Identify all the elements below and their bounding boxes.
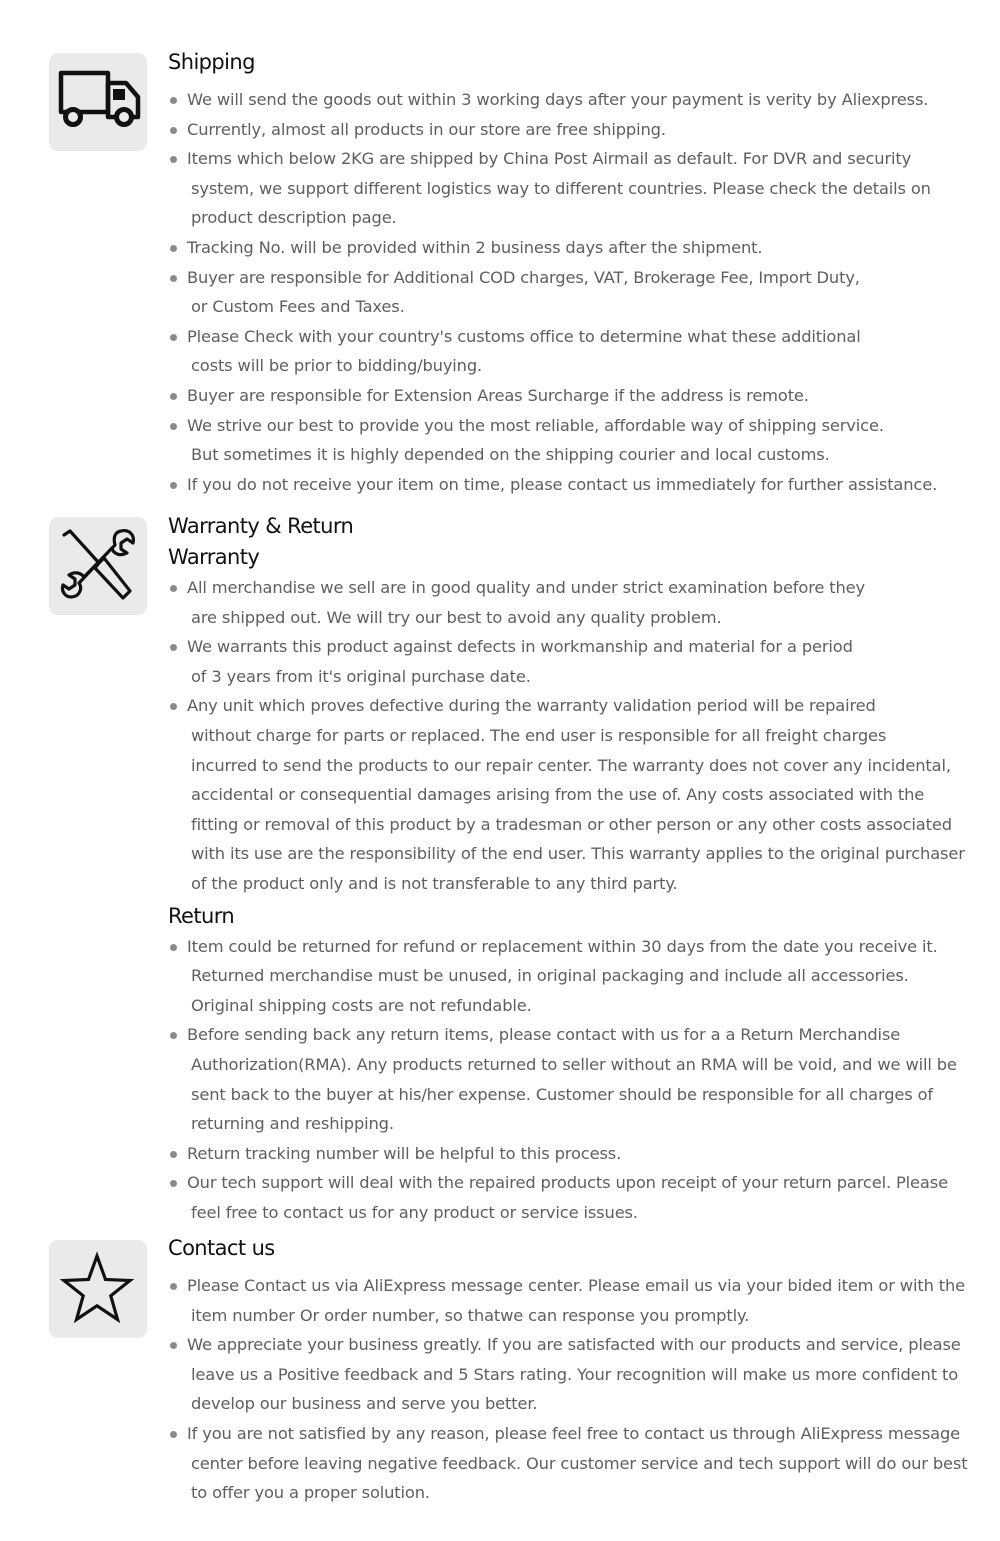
list-item (168, 233, 968, 263)
list-item-text: product description page. (191, 208, 397, 228)
list-item-text: Returned merchandise must be unused, in original packaging and include all accessories. (191, 966, 909, 986)
list-item-text: Buyer are responsible for Additional COD charges, VAT, Brokerage Fee, Import Duty, (187, 267, 860, 287)
list-item-text: fitting or removal of this product by a tradesman or other person or any other costs associated (191, 814, 952, 834)
return-list (168, 932, 968, 1228)
list-item-text: incurred to send the products to our repair center. The warranty does not cover any incidental, (191, 755, 951, 775)
contact-list (168, 1271, 968, 1508)
list-item (168, 1271, 968, 1330)
list-item (168, 932, 968, 1021)
list-item-text: to offer you a proper solution. (191, 1483, 430, 1503)
list-item-text: feel free to contact us for any product or service issues. (191, 1202, 638, 1222)
list-item-text: Before sending back any return items, please contact with us for a a Return Merchandise (187, 1025, 901, 1045)
shipping-list (168, 85, 968, 499)
list-item-text: center before leaving negative feedback. Our customer service and tech support will do our best (191, 1453, 968, 1473)
list-item-text: leave us a Positive feedback and 5 Stars rating. Your recognition will make us more confident to (191, 1364, 959, 1384)
tools-icon (49, 517, 147, 615)
list-item-text: All merchandise we sell are in good quality and under strict examination before they (187, 578, 866, 597)
contact-title: Contact us (168, 1236, 275, 1260)
list-item-text: Original shipping costs are not refundable. (191, 995, 532, 1015)
return-title: Return (168, 903, 235, 928)
list-item-text: If you are not satisfied by any reason, please feel free to contact us through AliExpress message (187, 1423, 961, 1443)
list-item (168, 322, 968, 381)
list-item (168, 573, 968, 632)
list-item (168, 85, 968, 115)
list-item (168, 144, 968, 233)
list-item-text: system, we support different logistics way to different countries. Please check the details on (191, 178, 931, 198)
list-item-text: Item could be returned for refund or replacement within 30 days from the date you receive it. (187, 936, 938, 956)
list-item-text: Please Check with your country's customs office to determine what these additional (187, 326, 861, 346)
list-item (168, 632, 968, 691)
list-item-text: Tracking No. will be provided within 2 business days after the shipment. (187, 237, 763, 257)
list-item-text: accidental or consequential damages arising from the use of. Any costs associated with the (191, 785, 925, 805)
list-item-text: Authorization(RMA). Any products returned to seller without an RMA will be void, and we will be (191, 1054, 957, 1074)
list-item-text: We appreciate your business greatly. If you are satisfacted with our products and service, please (187, 1335, 961, 1355)
list-item-text: with its use are the responsibility of the end user. This warranty applies to the original purchaser (191, 844, 965, 864)
list-item-text: We strive our best to provide you the most reliable, affordable way of shipping service. (187, 415, 884, 435)
list-item (168, 1419, 968, 1508)
list-item-text: without charge for parts or replaced. The end user is responsible for all freight charges (191, 725, 887, 745)
list-item-text: or Custom Fees and Taxes. (191, 297, 405, 317)
star-icon (49, 1240, 147, 1338)
list-item (168, 263, 968, 322)
list-item-text: We warrants this product against defects in workmanship and material for a period (187, 637, 853, 657)
list-item-text: of the product only and is not transferable to any third party. (191, 873, 678, 893)
list-item-text: Return tracking number will be helpful to this process. (187, 1143, 622, 1163)
list-item (168, 1330, 968, 1419)
list-item (168, 411, 968, 470)
list-item-text: If you do not receive your item on time, please contact us immediately for further assistance. (187, 474, 938, 494)
list-item (168, 115, 968, 145)
warranty-title: Warranty (168, 545, 260, 569)
shipping-title: Shipping (168, 50, 255, 74)
list-item-text: are shipped out. We will try our best to avoid any quality problem. (191, 607, 722, 627)
list-item-text: of 3 years from it's original purchase date. (191, 666, 531, 686)
list-item-text: item number Or order number, so thatwe can response you promptly. (191, 1305, 750, 1325)
list-item (168, 381, 968, 411)
list-item (168, 470, 968, 500)
warranty-list (168, 573, 968, 899)
list-item-text: Items which below 2KG are shipped by China Post Airmail as default. For DVR and security (187, 149, 912, 169)
list-item-text: returning and reshipping. (191, 1114, 394, 1134)
list-item-text: But sometimes it is highly depended on the shipping courier and local customs. (191, 445, 830, 465)
list-item-text: develop our business and serve you better. (191, 1394, 538, 1414)
warranty-return-title: Warranty & Return (168, 514, 354, 538)
list-item-text: Please Contact us via AliExpress message center. Please email us via your bided item or with the (187, 1276, 966, 1295)
list-item-text: Buyer are responsible for Extension Areas Surcharge if the address is remote. (187, 385, 809, 405)
list-item (168, 1020, 968, 1138)
list-item (168, 691, 968, 898)
list-item-text: costs will be prior to bidding/buying. (191, 356, 483, 376)
list-item-text: We will send the goods out within 3 working days after your payment is verity by Aliexpress. (187, 90, 929, 109)
list-item-text: Any unit which proves defective during the warranty validation period will be repaired (187, 696, 876, 716)
list-item-text: sent back to the buyer at his/her expense. Customer should be responsible for all charges of (191, 1084, 933, 1104)
list-item (168, 1168, 968, 1227)
truck-icon (49, 53, 147, 151)
list-item-text: Our tech support will deal with the repaired products upon receipt of your return parcel. Please (187, 1173, 948, 1193)
list-item (168, 1139, 968, 1169)
list-item-text: Currently, almost all products in our store are free shipping. (187, 119, 666, 139)
